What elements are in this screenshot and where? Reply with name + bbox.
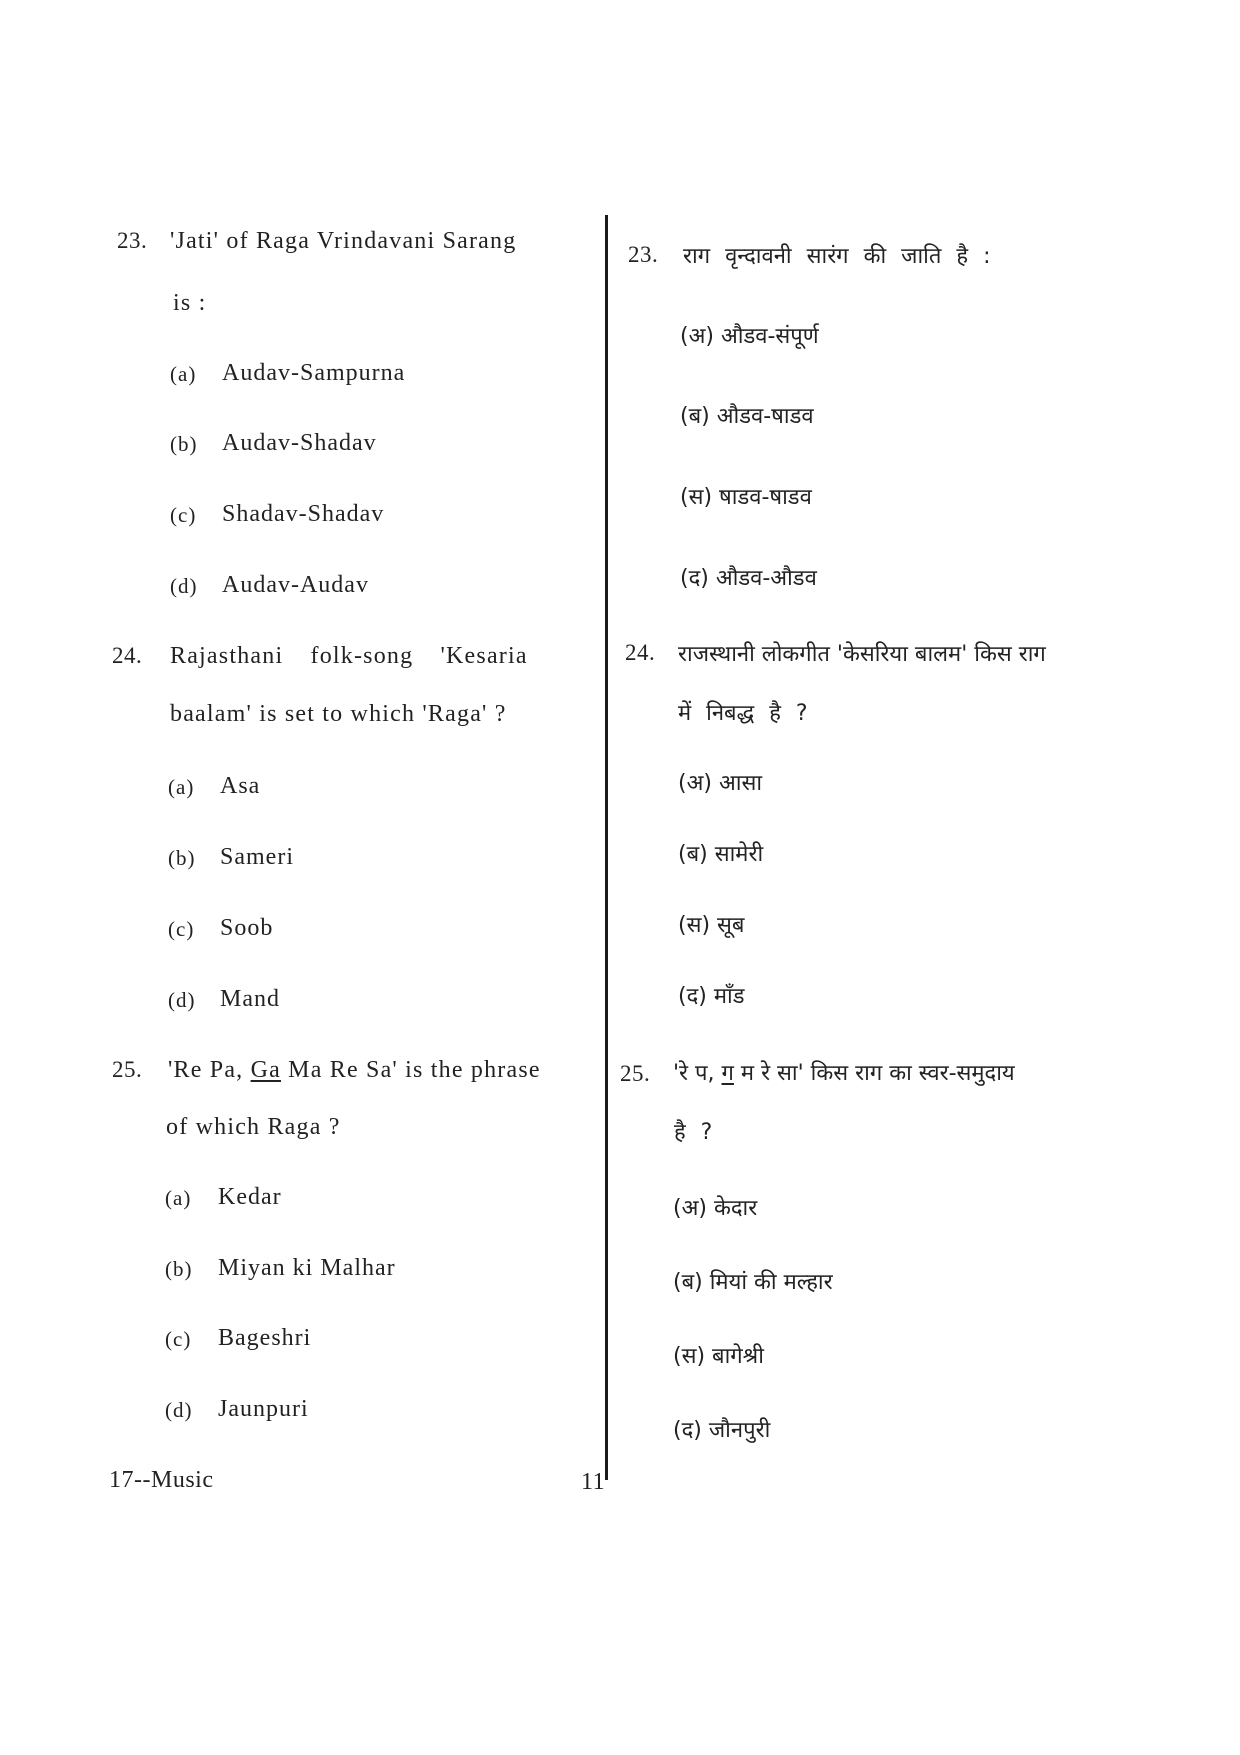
option-text: Sameri	[220, 844, 294, 870]
option-text: (स) बागेश्री	[673, 1344, 764, 1369]
page-number: 11	[581, 1469, 606, 1495]
option-letter: (d)	[168, 988, 196, 1012]
option-text: Audav-Audav	[222, 572, 369, 598]
option-letter: (a)	[165, 1186, 192, 1210]
question-number: 24.	[112, 643, 143, 668]
phrase-text: 'रे प,	[673, 1061, 722, 1086]
phrase-text: म रे सा' किस राग का स्वर-समुदाय	[733, 1061, 1015, 1086]
question-number: 25.	[620, 1061, 651, 1086]
option-text: Soob	[220, 915, 274, 941]
question-number: 25.	[112, 1057, 143, 1082]
option-letter: (c)	[170, 503, 197, 527]
question-text-line: of which Raga ?	[166, 1114, 341, 1140]
phrase-text: 'Re Pa,	[168, 1057, 251, 1083]
option-text: Kedar	[218, 1184, 282, 1210]
option-text: (अ) केदार	[673, 1196, 758, 1221]
option-text: (ब) मियां की मल्हार	[673, 1270, 833, 1295]
option-text: Shadav-Shadav	[222, 501, 385, 527]
option-letter: (b)	[170, 432, 198, 456]
option-text: (अ) आसा	[678, 771, 763, 796]
paper-code: 17--Music	[109, 1467, 214, 1493]
question-text-line: राजस्थानी लोकगीत 'केसरिया बालम' किस राग	[678, 642, 1046, 667]
question-text-line	[168, 1057, 541, 1084]
option-text: (द) जौनपुरी	[673, 1418, 771, 1443]
option-letter: (d)	[165, 1398, 193, 1422]
option-text: (द) माँड	[678, 984, 745, 1009]
option-text: Audav-Shadav	[222, 430, 377, 456]
option-text: Asa	[220, 773, 261, 799]
option-text: Mand	[220, 986, 280, 1012]
option-text: Jaunpuri	[218, 1396, 309, 1422]
option-text: (स) सूब	[678, 913, 745, 938]
option-letter: (b)	[168, 846, 196, 870]
option-text: Audav-Sampurna	[222, 360, 406, 386]
question-text-line: baalam' is set to which 'Raga' ?	[170, 701, 507, 727]
option-text: (ब) सामेरी	[678, 842, 764, 867]
option-letter: (c)	[168, 917, 195, 941]
question-text-line: Rajasthani folk-song 'Kesaria	[170, 643, 528, 669]
option-text: Bageshri	[218, 1325, 312, 1351]
column-divider	[605, 215, 608, 1480]
option-letter: (b)	[165, 1257, 193, 1281]
question-text-line: है ?	[674, 1120, 713, 1145]
option-text: (द) औडव-औडव	[680, 566, 817, 591]
question-number: 23.	[628, 242, 659, 267]
question-number: 24.	[625, 640, 656, 665]
option-letter: (d)	[170, 574, 198, 598]
question-text-line: राग वृन्दावनी सारंग की जाति है :	[683, 244, 991, 269]
option-letter: (c)	[165, 1327, 192, 1351]
phrase-underlined-note: Ga	[250, 1057, 281, 1083]
question-text-line: 'Jati' of Raga Vrindavani Sarang	[170, 228, 517, 254]
question-text-line: में निबद्ध है ?	[678, 701, 808, 726]
question-text-line: is :	[173, 290, 207, 316]
phrase-underlined-note: ग	[721, 1061, 734, 1086]
option-text: (स) षाडव-षाडव	[680, 485, 812, 510]
option-text: Miyan ki Malhar	[218, 1255, 396, 1281]
option-text: (ब) औडव-षाडव	[680, 404, 814, 429]
question-number: 23.	[117, 228, 148, 253]
option-letter: (a)	[170, 362, 197, 386]
option-letter: (a)	[168, 775, 195, 799]
question-text-line	[673, 1057, 1015, 1087]
option-text: (अ) औडव-संपूर्ण	[680, 324, 819, 349]
phrase-text: Ma Re Sa' is the phrase	[280, 1057, 541, 1083]
